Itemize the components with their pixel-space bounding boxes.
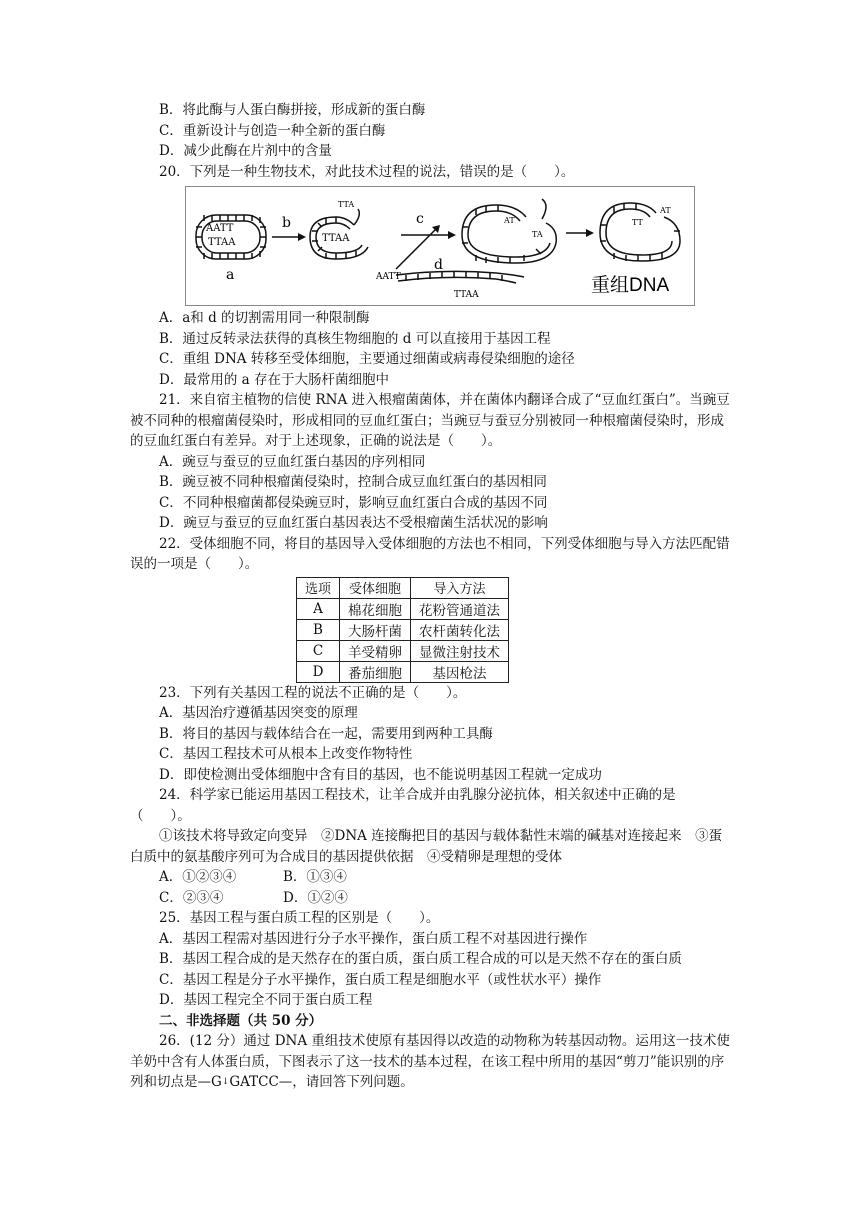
table-header: 导入方法 xyxy=(411,577,509,598)
seq-top-a: AATT xyxy=(206,223,234,234)
q25-option-a: A．基因工程需对基因进行分子水平操作，蛋白质工程不对基因进行操作 xyxy=(159,930,588,947)
seq-top-d: AATT xyxy=(376,272,401,282)
arrow-b-head xyxy=(298,233,306,241)
q20-stem: 20．下列是一种生物技术，对此技术过程的说法，错误的是（ ）。 xyxy=(159,163,575,180)
sticky-end-1: TTA xyxy=(338,200,355,209)
table-row xyxy=(297,640,509,661)
q25-option-d: D．基因工程完全不同于蛋白质工程 xyxy=(159,992,373,1008)
fragment-d xyxy=(396,271,524,283)
table-cell: B xyxy=(297,619,340,640)
table-header-row xyxy=(297,577,509,598)
q24-option-c: C．②③④ xyxy=(159,889,224,906)
table-cell: 花粉管通道法 xyxy=(411,598,509,619)
table-cell: 基因枪法 xyxy=(411,661,509,682)
q23-option-a: A．基因治疗遵循基因突变的原理 xyxy=(159,705,358,721)
table-cell: 番茄细胞 xyxy=(340,661,411,682)
label-b: b xyxy=(282,215,291,231)
arrow-c-head xyxy=(448,231,456,239)
table-row xyxy=(297,661,509,682)
seq-bottom-cut: TTAA xyxy=(322,233,350,244)
table-row xyxy=(297,598,509,619)
q24-options-row-1 xyxy=(130,867,730,888)
q25-stem: 25．基因工程与蛋白质工程的区别是（ ）。 xyxy=(159,910,440,926)
q20-option-a: A．a和 d 的切割需用同一种限制酶 xyxy=(159,310,370,326)
q20-option-d: D．最常用的 a 存在于大肠杆菌细胞中 xyxy=(159,371,389,388)
sticky-end-3: TA xyxy=(532,230,543,239)
q24-stem: 24．科学家已能运用基因工程技术，让羊合成并由乳腺分泌抗体，相关叙述中正确的是（ ）。 xyxy=(130,787,676,824)
table-header: 选项 xyxy=(297,577,340,598)
sticky-end-5: AT xyxy=(660,206,671,215)
q23-stem: 23．下列有关基因工程的说法不正确的是（ ）。 xyxy=(159,684,467,701)
arrow-result-head xyxy=(586,229,594,237)
q22-table xyxy=(296,577,509,683)
section-heading: 二、非选择题（共 50 分） xyxy=(159,1012,323,1029)
table-cell: 棉花细胞 xyxy=(340,598,411,619)
table-cell: 农杆菌转化法 xyxy=(411,619,509,640)
seq-bottom-d: TTAA xyxy=(454,290,479,300)
seq-bottom-a: TTAA xyxy=(208,237,236,248)
label-d: d xyxy=(434,257,443,273)
table-header: 受体细胞 xyxy=(340,577,411,598)
q24-options-row-2 xyxy=(130,888,730,909)
label-c: c xyxy=(416,211,424,227)
table-cell: D xyxy=(297,661,340,682)
q26-stem xyxy=(130,1031,730,1093)
table-cell: 大肠杆菌 xyxy=(340,619,411,640)
q25-option-c: C．基因工程是分子水平操作，蛋白质工程是细胞水平（或性状水平）操作 xyxy=(159,971,602,988)
q19-option-c: C．重新设计与创造一种全新的蛋白酶 xyxy=(159,122,386,139)
q20-option-b: B．通过反转录法获得的真核生物细胞的 d 可以直接用于基因工程 xyxy=(159,330,551,347)
result-label: 重组DNA xyxy=(591,275,670,296)
dna-diagram-svg xyxy=(186,187,694,305)
table-cell: 显微注射技术 xyxy=(411,640,509,661)
q25-option-b: B．基因工程合成的是天然存在的蛋白质，蛋白质工程合成的可以是天然不存在的蛋白质 xyxy=(159,951,682,967)
table-cell: 羊受精卵 xyxy=(340,640,411,661)
sticky-end-2: AT xyxy=(504,216,515,225)
q21-option-a: A．豌豆与蚕豆的豆血红蛋白基因的序列相同 xyxy=(159,453,426,470)
table-cell: A xyxy=(297,598,340,619)
label-a: a xyxy=(226,267,235,283)
q23-option-b: B．将目的基因与载体结合在一起，需要用到两种工具酶 xyxy=(159,725,493,742)
q26-stem-post: GATCC—，请回答下列问题。 xyxy=(229,1074,414,1090)
q21-option-b: B．豌豆被不同种根瘤菌侵染时，控制合成豆血红蛋白的基因相同 xyxy=(159,474,547,490)
q19-option-d: D．减少此酶在片剂中的含量 xyxy=(159,143,332,159)
dna-recombination-figure xyxy=(185,186,695,306)
table-row xyxy=(297,619,509,640)
q24-option-a: A．①②③④ xyxy=(159,869,237,885)
q21-stem: 21．来自宿主植物的信使 RNA 进入根瘤菌菌体，并在菌体内翻译合成了“豆血红蛋白”。当豌豆被不同种的根瘤菌侵染时，形成相同的豆血红蛋白；当豌豆与蚕豆分别被同一种根瘤菌侵染时，形成的豆血红蛋白有差异。对于上述现象，正确的说法是（ ）。 xyxy=(130,392,730,449)
q20-option-c: C．重组 DNA 转移至受体细胞，主要通过细菌或病毒侵染细胞的途径 xyxy=(159,351,575,367)
q24-option-b: B．①③④ xyxy=(283,869,347,885)
q21-option-d: D．豌豆与蚕豆的豆血红蛋白基因表达不受根瘤菌生活状况的影响 xyxy=(159,515,548,531)
q23-option-d: D．即使检测出受体细胞中含有目的基因，也不能说明基因工程就一定成功 xyxy=(159,766,602,783)
q22-stem: 22．受体细胞不同，将目的基因导入受体细胞的方法也不相同，下列受体细胞与导入方法匹配错误的一项是（ ）。 xyxy=(130,535,730,572)
q21-option-c: C．不同种根瘤菌都侵染豌豆时，影响豆血红蛋白合成的基因不同 xyxy=(159,494,548,511)
table-cell: C xyxy=(297,640,340,661)
q26-stem-pre: 26．(12 分）通过 DNA 重组技术使原有基因得以改造的动物称为转基因动物。运用这一技术使羊奶中含有人体蛋白质，下图表示了这一技术的基本过程，在该工程中所用的基因“剪刀”能识别的序列和切点是—G xyxy=(130,1033,730,1090)
q23-option-c: C．基因工程技术可从根本上改变作物特性 xyxy=(159,746,413,762)
q24-option-d: D．①②④ xyxy=(283,889,348,906)
q19-option-b: B．将此酶与人蛋白酶拼接，形成新的蛋白酶 xyxy=(159,102,426,118)
cut-arrow-icon: ↓ xyxy=(221,1077,230,1087)
q24-items: ①该技术将导致定向变异 ②DNA 连接酶把目的基因与载体黏性末端的碱基对连接起来 ③蛋白质中的氨基酸序列可为合成目的基因提供依据 ④受精卵是理想的受体 xyxy=(130,828,723,865)
exam-page xyxy=(130,100,730,1093)
sticky-end-4: TT xyxy=(632,218,643,227)
